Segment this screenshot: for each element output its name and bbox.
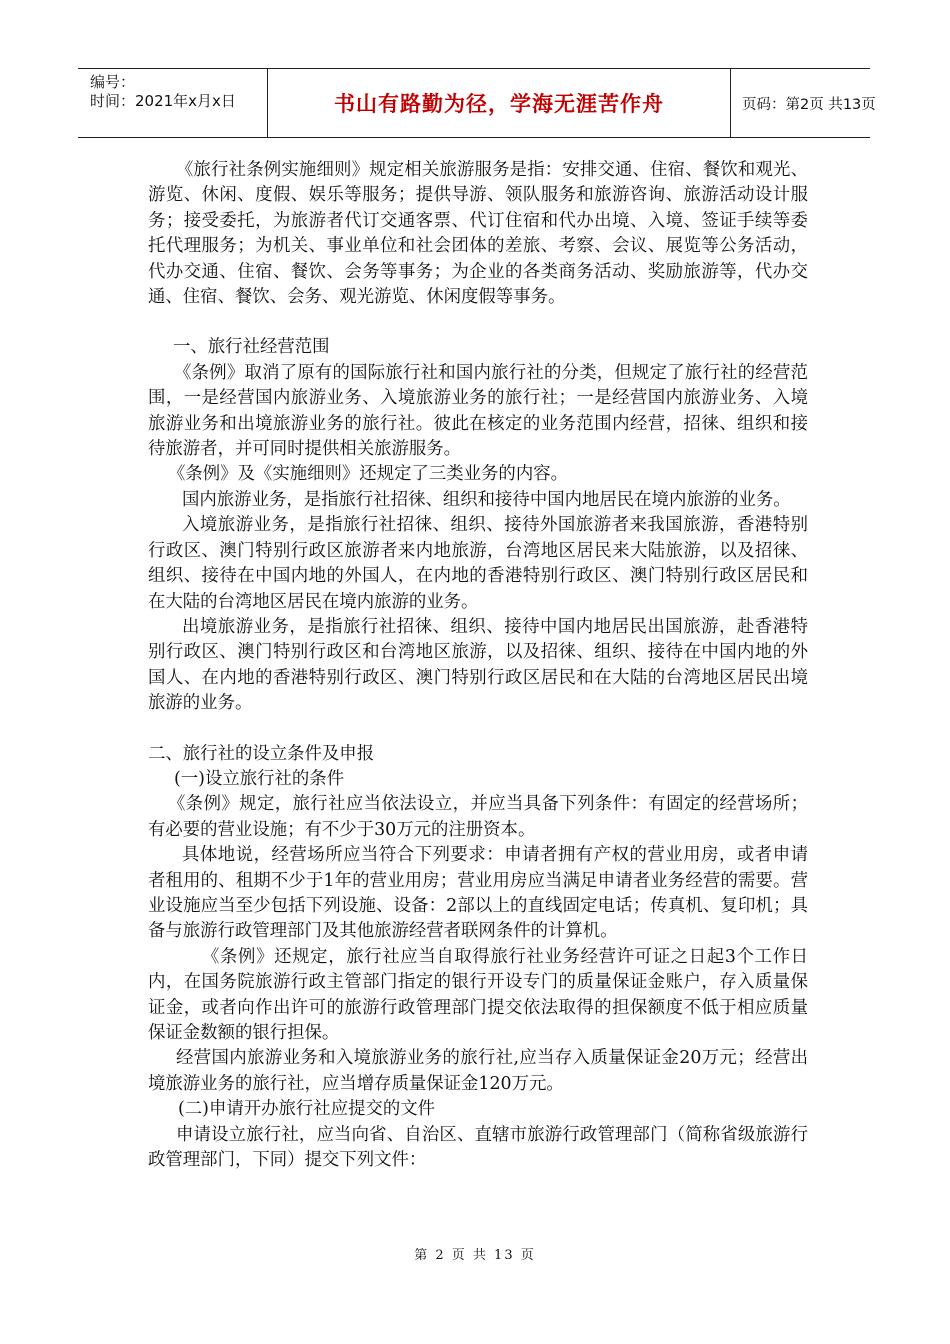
- header-meta-cell: [78, 69, 268, 137]
- paragraph: 国内旅游业务，是指旅行社招徕、组织和接待中国内地居民在境内旅游的业务。: [182, 489, 791, 510]
- subsection-heading: (二)申请开办旅行社应提交的文件: [178, 1099, 436, 1120]
- section-heading: 二、旅行社的设立条件及申报: [148, 743, 375, 764]
- subsection-heading: (一)设立旅行社的条件: [174, 768, 345, 789]
- number-label: 编号：: [90, 73, 136, 91]
- document-body: [148, 158, 808, 1173]
- document-header: [78, 68, 876, 138]
- paragraph: 入境旅游业务，是指旅行社招徕、组织、接待外国旅游者来我国旅游，香港特别行政区、澳门特别行政区旅游者来内地旅游，台湾地区居民来大陆旅游，以及招徕、组织、接待在中国内地的外国人，在内地的香港特别行政区、澳门特别行政区居民和在大陆的台湾地区居民在境内旅游的业务。: [148, 515, 808, 612]
- paragraph: 《条例》取消了原有的国际旅行社和国内旅行社的分类，但规定了旅行社的经营范围，一是经营国内旅游业务、入境旅游业务的旅行社；一是经营国内旅游业务、入境旅游业务和出境旅游业务的旅行社。彼此在核定的业务范围内经营，招徕、组织和接待旅游者，并可同时提供相关旅游服务。: [148, 362, 808, 460]
- paragraph: 经营国内旅游业务和入境旅游业务的旅行社,应当存入质量保证金20万元；经营出境旅游业务的旅行社，应当增存质量保证金120万元。: [148, 1048, 808, 1094]
- paragraph: 《条例》还规定，旅行社应当自取得旅行社业务经营许可证之日起3个工作日内，在国务院旅游行政主管部门指定的银行开设专门的质量保证金账户，存入质量保证金，或者向作出许可的旅游行政管理部门提交依法取得的担保额度不低于相应质量保证金数额的银行担保。: [148, 946, 808, 1043]
- paragraph: 《条例》规定，旅行社应当依法设立，并应当具备下列条件：有固定的经营场所；有必要的营业设施；有不少于30万元的注册资本。: [148, 794, 808, 840]
- paragraph: 申请设立旅行社，应当向省、自治区、直辖市旅游行政管理部门（简称省级旅游行政管理部门，下同）提交下列文件：: [148, 1124, 808, 1171]
- paragraph: 具体地说，经营场所应当符合下列要求：申请者拥有产权的营业用房，或者申请者租用的、租期不少于1年的营业用房；营业用房应当满足申请者业务经营的需要。营业设施应当至少包括下列设施、设备：2部以上的直线固定电话；传真机、复印机；具备与旅游行政管理部门及其他旅游经营者联网条件的计算机。: [148, 845, 808, 942]
- section-heading: 一、旅行社经营范围: [173, 337, 330, 358]
- paragraph: 出境旅游业务，是指旅行社招徕、组织、接待中国内地居民出国旅游，赴香港特别行政区、澳门特别行政区和台湾地区旅游，以及招徕、组织、接待在中国内地的外国人、在内地的香港特别行政区、澳门特别行政区居民和在大陆的台湾地区居民出境旅游的业务。: [148, 616, 808, 714]
- header-page-info: 页码：第2页 共13页: [742, 96, 876, 113]
- paragraph: 《条例》及《实施细则》还规定了三类业务的内容。: [168, 464, 568, 485]
- time-label: 时间：2021年x月x日: [90, 92, 236, 110]
- paragraph: 《旅行社条例实施细则》规定相关旅游服务是指：安排交通、住宿、餐饮和观光、游览、休闲、度假、娱乐等服务；提供导游、领队服务和旅游咨询、旅游活动设计服务；接受委托，为旅游者代订交通客票、代订住宿和代办出境、入境、签证手续等委托代理服务；为机关、事业单位和社会团体的差旅、考察、会议、展览等公务活动，代办交通、住宿、餐饮、会务等事务；为企业的各类商务活动、奖励旅游等，代办交通、住宿、餐饮、会务、观光游览、休闲度假等事务。: [148, 160, 808, 308]
- page-footer: 第 2 页 共 13 页: [414, 1248, 536, 1263]
- header-motto: 书山有路勤为径，学海无涯苦作舟: [268, 69, 731, 137]
